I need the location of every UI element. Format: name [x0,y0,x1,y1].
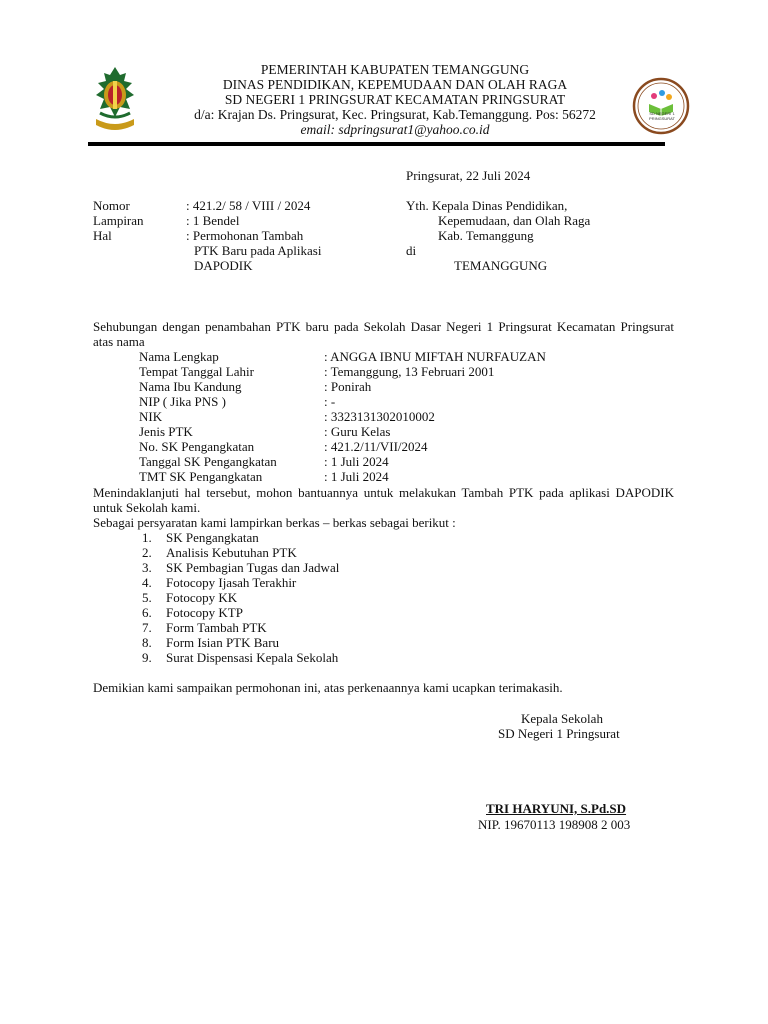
detail-label: NIK [139,409,163,424]
detail-label: Tanggal SK Pengangkatan [139,454,277,469]
detail-value: : 3323131302010002 [324,409,435,424]
letterhead-line-1: PEMERINTAH KABUPATEN TEMANGGUNG [260,62,530,77]
requirements-intro: Sebagai persyaratan kami lampirkan berkas – berkas sebagai berikut : [93,515,456,530]
letterhead-line-3: SD NEGERI 1 PRINGSURAT KECAMATAN PRINGSURAT [224,92,566,107]
list-item-number: 5. [142,590,152,605]
hal-value-3: DAPODIK [194,258,253,273]
letterhead-email: email: sdpringsurat1@yahoo.co.id [300,122,490,137]
list-item: Fotocopy Ijasah Terakhir [166,575,297,590]
detail-value: : 1 Juli 2024 [324,454,389,469]
school-logo [632,76,690,136]
detail-label: Tempat Tanggal Lahir [139,364,254,379]
intro-paragraph: Sehubungan dengan penambahan PTK baru pada Sekolah Dasar Negeri 1 Pringsurat Kecamatan Pringsurat atas nama [93,319,674,349]
detail-label: No. SK Pengangkatan [139,439,255,454]
detail-value: : ANGGA IBNU MIFTAH NURFAUZAN [324,349,546,364]
detail-value: : Temanggung, 13 Februari 2001 [324,364,495,379]
signature-title: Kepala Sekolah [521,711,603,726]
recipient-line-1: Yth. Kepala Dinas Pendidikan, [406,198,568,213]
list-item-number: 4. [142,575,152,590]
lampiran-value: : 1 Bendel [186,213,240,228]
detail-value: : - [324,394,336,409]
nomor-label: Nomor [93,198,130,213]
signature-nip: NIP. 19670113 198908 2 003 [478,817,631,832]
nomor-value: : 421.2/ 58 / VIII / 2024 [186,198,311,213]
detail-label: NIP ( Jika PNS ) [139,394,226,409]
detail-label: TMT SK Pengangkatan [139,469,263,484]
list-item-number: 3. [142,560,152,575]
closing-paragraph: Demikian kami sampaikan permohonan ini, atas perkenaannya kami ucapkan terimakasih. [93,680,563,695]
detail-value: : 1 Juli 2024 [324,469,389,484]
detail-label: Jenis PTK [139,424,193,439]
list-item-number: 1. [142,530,152,545]
detail-value: : Guru Kelas [324,424,391,439]
recipient-line-5: TEMANGGUNG [454,258,548,273]
list-item: Surat Dispensasi Kepala Sekolah [166,650,339,665]
regency-seal-logo [90,65,140,135]
list-item-number: 9. [142,650,152,665]
letterhead-divider [88,142,665,146]
signature-school: SD Negeri 1 Pringsurat [498,726,620,741]
signature-name: TRI HARYUNI, S.Pd.SD [486,801,627,816]
detail-value: : Ponirah [324,379,372,394]
detail-label: Nama Lengkap [139,349,219,364]
detail-label: Nama Ibu Kandung [139,379,242,394]
list-item: Fotocopy KK [166,590,238,605]
list-item-number: 7. [142,620,152,635]
list-item: SK Pembagian Tugas dan Jadwal [166,560,340,575]
follow-up-paragraph: Menindaklanjuti hal tersebut, mohon bantuannya untuk melakukan Tambah PTK pada aplikasi DAPODIK untuk Sekolah kami. [93,485,674,515]
list-item-number: 2. [142,545,152,560]
list-item-number: 6. [142,605,152,620]
recipient-line-3: Kab. Temanggung [438,228,534,243]
hal-label: Hal [93,228,112,243]
lampiran-label: Lampiran [93,213,144,228]
list-item-number: 8. [142,635,152,650]
recipient-line-4: di [406,243,417,258]
list-item: Fotocopy KTP [166,605,243,620]
list-item: Form Tambah PTK [166,620,267,635]
hal-value-1: : Permohonan Tambah [186,228,304,243]
letter-date: Pringsurat, 22 Juli 2024 [406,168,531,183]
school-logo-text: SD NEGERI 1 PRINGSURAT [649,111,675,121]
list-item: Form Isian PTK Baru [166,635,280,650]
letterhead-address: d/a: Krajan Ds. Pringsurat, Kec. Pringsurat, Kab.Temanggung. Pos: 56272 [194,107,596,122]
detail-value: : 421.2/11/VII/2024 [324,439,428,454]
letterhead-line-2: DINAS PENDIDIKAN, KEPEMUDAAN DAN OLAH RAGA [222,77,568,92]
hal-value-2: PTK Baru pada Aplikasi [194,243,322,258]
list-item: SK Pengangkatan [166,530,259,545]
list-item: Analisis Kebutuhan PTK [166,545,297,560]
recipient-line-2: Kepemudaan, dan Olah Raga [438,213,591,228]
